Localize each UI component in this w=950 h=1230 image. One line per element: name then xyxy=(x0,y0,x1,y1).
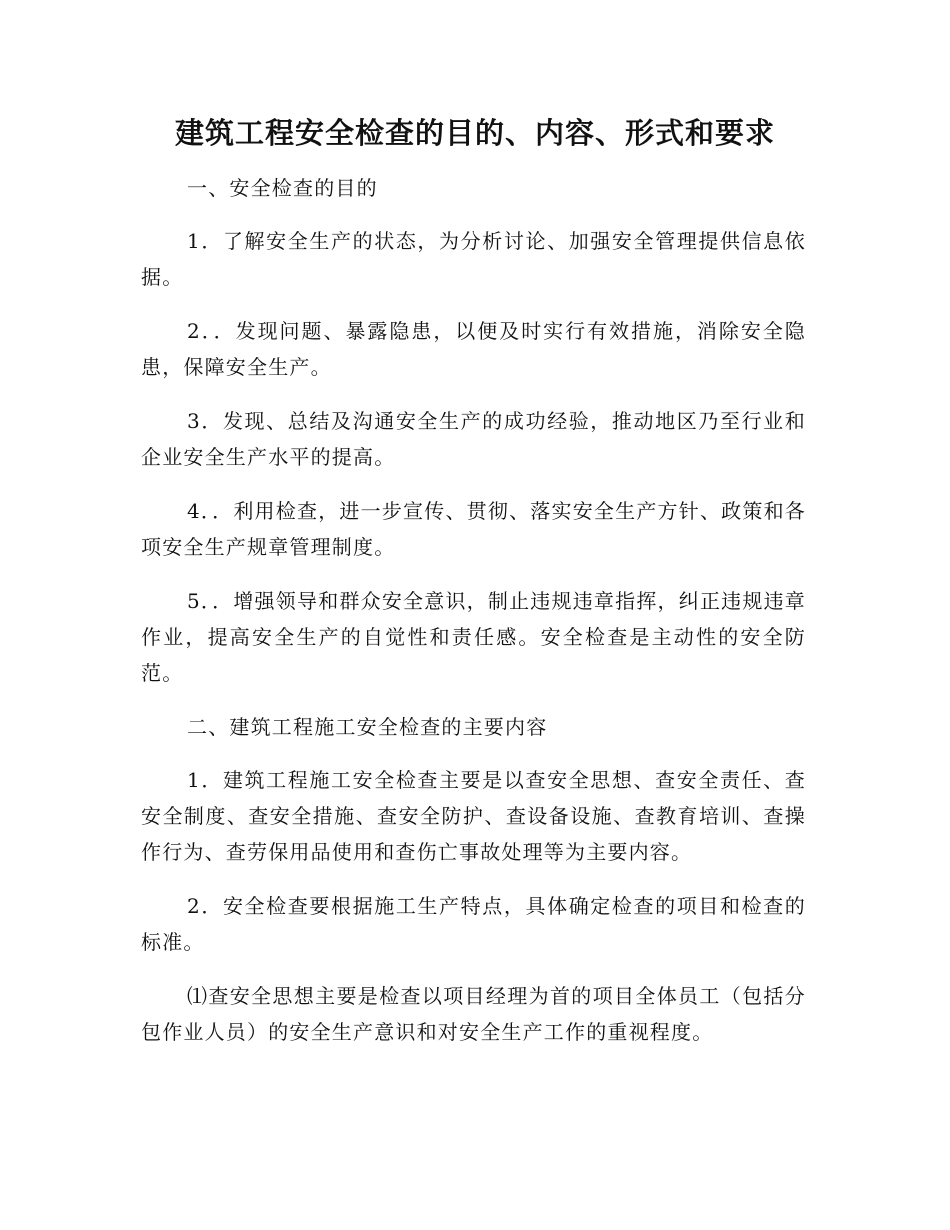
paragraph-content-1: 1．建筑工程施工安全检查主要是以查安全思想、查安全责任、查安全制度、查安全措施、查安全防护、查设备设施、查教育培训、查操作行为、查劳保用品使用和查伤亡事故处理等为主要内容。 xyxy=(141,768,806,864)
paragraph-item-2: 2．．发现问题、暴露隐患，以便及时实行有效措施，消除安全隐患，保障安全生产。 xyxy=(141,319,806,379)
paragraph-item-3: 3．发现、总结及沟通安全生产的成功经验，推动地区乃至行业和企业安全生产水平的提高。 xyxy=(141,409,806,469)
paragraph-content-2-1: ⑴查安全思想主要是检查以项目经理为首的项目全体员工（包括分包作业人员）的安全生产意识和对安全生产工作的重视程度。 xyxy=(141,984,806,1044)
document-title: 建筑工程安全检查的目的、内容、形式和要求 xyxy=(174,116,775,150)
paragraph-item-5: 5．．增强领导和群众安全意识，制止违规违章指挥，纠正违规违章作业，提高安全生产的自觉性和责任感。安全检查是主动性的安全防范。 xyxy=(141,589,806,685)
paragraph-item-1: 1．了解安全生产的状态，为分析讨论、加强安全管理提供信息依据。 xyxy=(141,229,806,289)
document-body xyxy=(141,170,806,1068)
section-heading-content: 二、建筑工程施工安全检查的主要内容 xyxy=(187,715,548,739)
paragraph-item-4: 4．．利用检查，进一步宣传、贯彻、落实安全生产方针、政策和各项安全生产规章管理制度。 xyxy=(141,499,806,559)
section-heading-purpose: 一、安全检查的目的 xyxy=(187,176,378,200)
paragraph-content-2: 2．安全检查要根据施工生产特点，具体确定检查的项目和检查的标准。 xyxy=(141,894,806,954)
